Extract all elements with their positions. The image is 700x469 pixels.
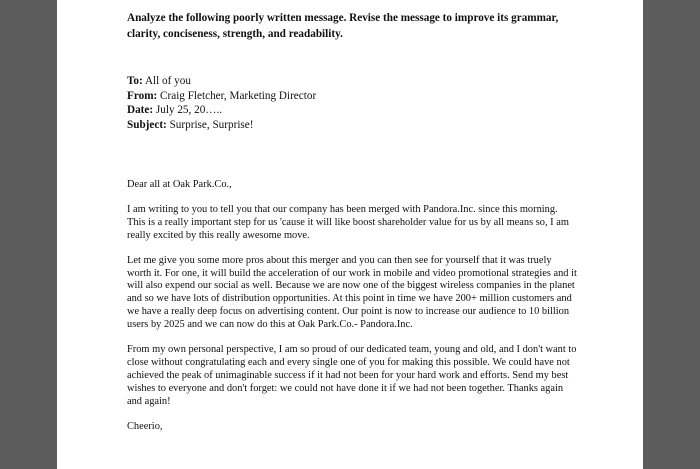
memo-from-value: Craig Fletcher, Marketing Director bbox=[160, 89, 317, 102]
right-margin-bar bbox=[643, 0, 700, 469]
memo-date-row bbox=[127, 103, 567, 118]
instruction-text: Analyze the following poorly written message. Revise the message to improve its grammar, clarity, conciseness, strength, and readability. bbox=[127, 12, 559, 40]
letter-paragraph-2: Let me give you some more pros about this merger and you can then see for yourself that it was truely worth it. For one, it will build the acceleration of our work in mobile and video promotional strategies and it will also expend our social as well. Because we are now one of the biggest wireless companies in the planet and so we have lots of distribution opportunities. At this point in time we have 200+ million customers and we have a really deep focus on advertising content. Our point is now to increase our audience to 10 billion users by 2025 and we can now do this at Oak Park.Co.- Pandora.Inc. bbox=[127, 254, 577, 331]
memo-to-label: To: bbox=[127, 75, 143, 87]
left-margin-bar bbox=[0, 0, 57, 469]
memo-date-label: Date: bbox=[127, 104, 154, 116]
memo-subject-label: Subject: bbox=[127, 118, 167, 131]
letter-closing: Cheerio, bbox=[127, 420, 163, 432]
letter-body bbox=[127, 179, 577, 434]
memo-header bbox=[127, 74, 567, 132]
memo-subject-row bbox=[127, 118, 567, 133]
memo-from-row bbox=[127, 89, 567, 104]
letter-paragraph-1: I am writing to you to tell you that our company has been merged with Pandora.Inc. since this morning. This is a really important step for us 'cause it will like boost shareholder value for us by all means so, I am really excited by this really awesome move. bbox=[127, 203, 569, 241]
letter-greeting: Dear all at Oak Park.Co., bbox=[127, 179, 232, 190]
memo-subject-value: Surprise, Surprise! bbox=[169, 118, 254, 131]
memo-from-label: From: bbox=[127, 89, 158, 102]
memo-to-value: All of you bbox=[144, 75, 191, 87]
memo-date-value: July 25, 20….. bbox=[155, 104, 223, 116]
document-page bbox=[57, 0, 643, 469]
memo-to-row bbox=[127, 74, 567, 89]
letter-paragraph-3: From my own personal perspective, I am so proud of our dedicated team, young and old, and I don't want to close without congratulating each and every single one of you for making this possible. We could have not achieved the peak of unimaginable success if it had not been for your hard work and efforts. Send my best wishes to everyone and don't forget: we could not have done it if we had not been together. Thanks again and again! bbox=[127, 344, 577, 407]
